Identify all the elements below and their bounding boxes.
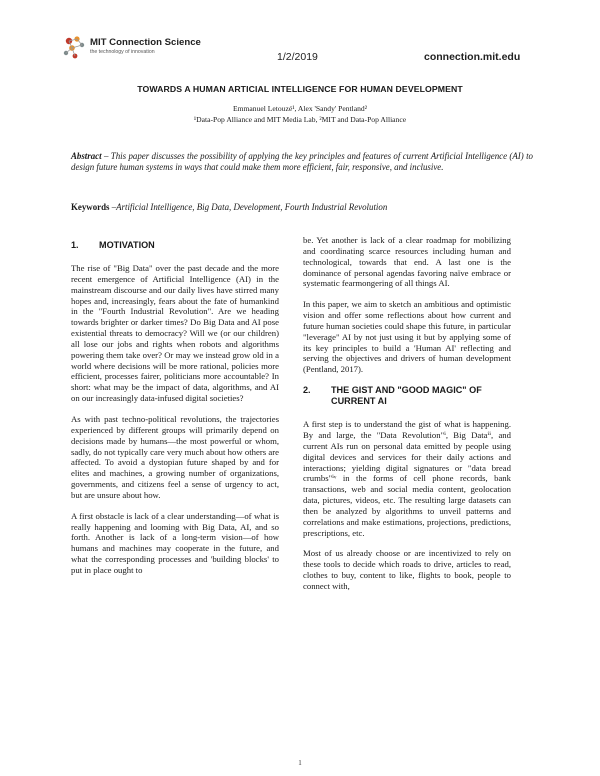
paper-affiliations: ¹Data-Pop Alliance and MIT Media Lab, ²MIT and Data-Pop Alliance bbox=[193, 115, 407, 124]
paragraph: Most of us already choose or are incentivized to rely on these tools to decide which roads to drive, articles to read, clothes to buy, content to like, flights to book, people to connect with, bbox=[303, 548, 511, 591]
paragraph: In this paper, we aim to sketch an ambitious and optimistic vision and offer some reflections about how current and future human societies could shape this future, in particular "leverage" AI by not just using it but by applying some of its key principles to build a 'Human AI' reflecting and serving the objectives and drivers of human development (Pentland, 2017). bbox=[303, 299, 511, 375]
abstract bbox=[71, 151, 533, 174]
page-number: 1 bbox=[298, 759, 302, 767]
page-header bbox=[0, 0, 600, 80]
keywords-label: Keywords bbox=[71, 202, 110, 212]
left-column bbox=[71, 235, 279, 586]
paragraph: A first step is to understand the gist of what is happening. By and large, the "Data Revolution"ⁱ, Big Dataⁱⁱ, and current AIs run on personal data emitted by people using digital devices and services for their daily actions and interactions; yielding digital signatures or "data bread crumbs"ⁱᵛ in the forms of cell phone records, bank transactions, web and social media content, geolocation data, pictures, videos, etc. The resulting large datasets can then be analyzed by algorithms to unveil patterns and correlations and make estimations, projections, predictions, prescriptions, etc. bbox=[303, 419, 511, 538]
paper-authors: Emmanuel Letouzé¹, Alex 'Sandy' Pentland² bbox=[232, 104, 368, 113]
mit-connection-science-logo bbox=[62, 34, 242, 64]
logo-title: MIT Connection Science bbox=[90, 37, 201, 48]
section-heading-motivation bbox=[71, 240, 279, 251]
paragraph: The rise of "Big Data" over the past decade and the more recent emergence of Artificial Intelligence (AI) in the mainstream discourse and our daily lives have stirred many hopes and, increasingly, fears about the fate of humankind in the "Fourth Industrial Revolution". Are we heading towards brighter or darker times? Do Big Data and AI pose existential threats to democracy? Will we (or our children) all lose our jobs and rights when robots and algorithms powering them take over? Or may we instead grow old in a world where decisions will be more rational, policies more efficient, processes fairer, politicians more accountable? In short: what may be the impact of data, algorithms, and AI on our increasingly data-infused digital societies? bbox=[71, 263, 279, 404]
header-date: 1/2/2019 bbox=[277, 51, 318, 63]
section-number: 2. bbox=[303, 385, 311, 396]
abstract-label: Abstract bbox=[71, 151, 102, 161]
mit-connection-science-logo-icon bbox=[62, 34, 88, 62]
keywords bbox=[71, 202, 533, 212]
paragraph: As with past techno-political revolutions, the trajectories experienced by different groups will primarily depend on decisions made by humans—the most powerful or whom, sadly, do not typically care very much about how others are affected. To avoid a dystopian future shaped by and for elites and machines, a growing number of organizations, governments, and citizens feel a sense of urgency to act, but are unsure about how. bbox=[71, 413, 279, 500]
section-number: 1. bbox=[71, 240, 79, 250]
paragraph: be. Yet another is lack of a clear roadmap for mobilizing and coordinating scarce resources including human and technological, towards that end. A last one is the dominance of personal agendas favoring naïve embrace or systematic fearmongering of all things AI. bbox=[303, 235, 511, 289]
section-heading-gist bbox=[303, 385, 511, 407]
keywords-text: –Artificial Intelligence, Big Data, Development, Fourth Industrial Revolution bbox=[109, 202, 388, 212]
header-site: connection.mit.edu bbox=[424, 51, 521, 63]
paragraph: A first obstacle is lack of a clear understanding—of what is really happening and looming with Big Data, AI, and so forth. Another is lack of a long-term vision—of how humans and machines may cooperate in the future, and what the corresponding processes and 'building blocks' to put in place ought to bbox=[71, 510, 279, 575]
section-title: MOTIVATION bbox=[99, 240, 155, 250]
section-title: THE GIST AND "GOOD MAGIC" OF CURRENT AI bbox=[331, 385, 482, 407]
abstract-text: – This paper discusses the possibility of applying the key principles and features of current Artificial Intelligence (AI) to design future human systems in ways that could make them more efficient, fair, responsive, and inclusive. bbox=[71, 151, 533, 173]
right-column bbox=[303, 235, 511, 602]
logo-tagline: the technology of innovation bbox=[90, 49, 155, 55]
paper-title: TOWARDS A HUMAN ARTICIAL INTELLIGENCE FOR HUMAN DEVELOPMENT bbox=[137, 84, 463, 94]
